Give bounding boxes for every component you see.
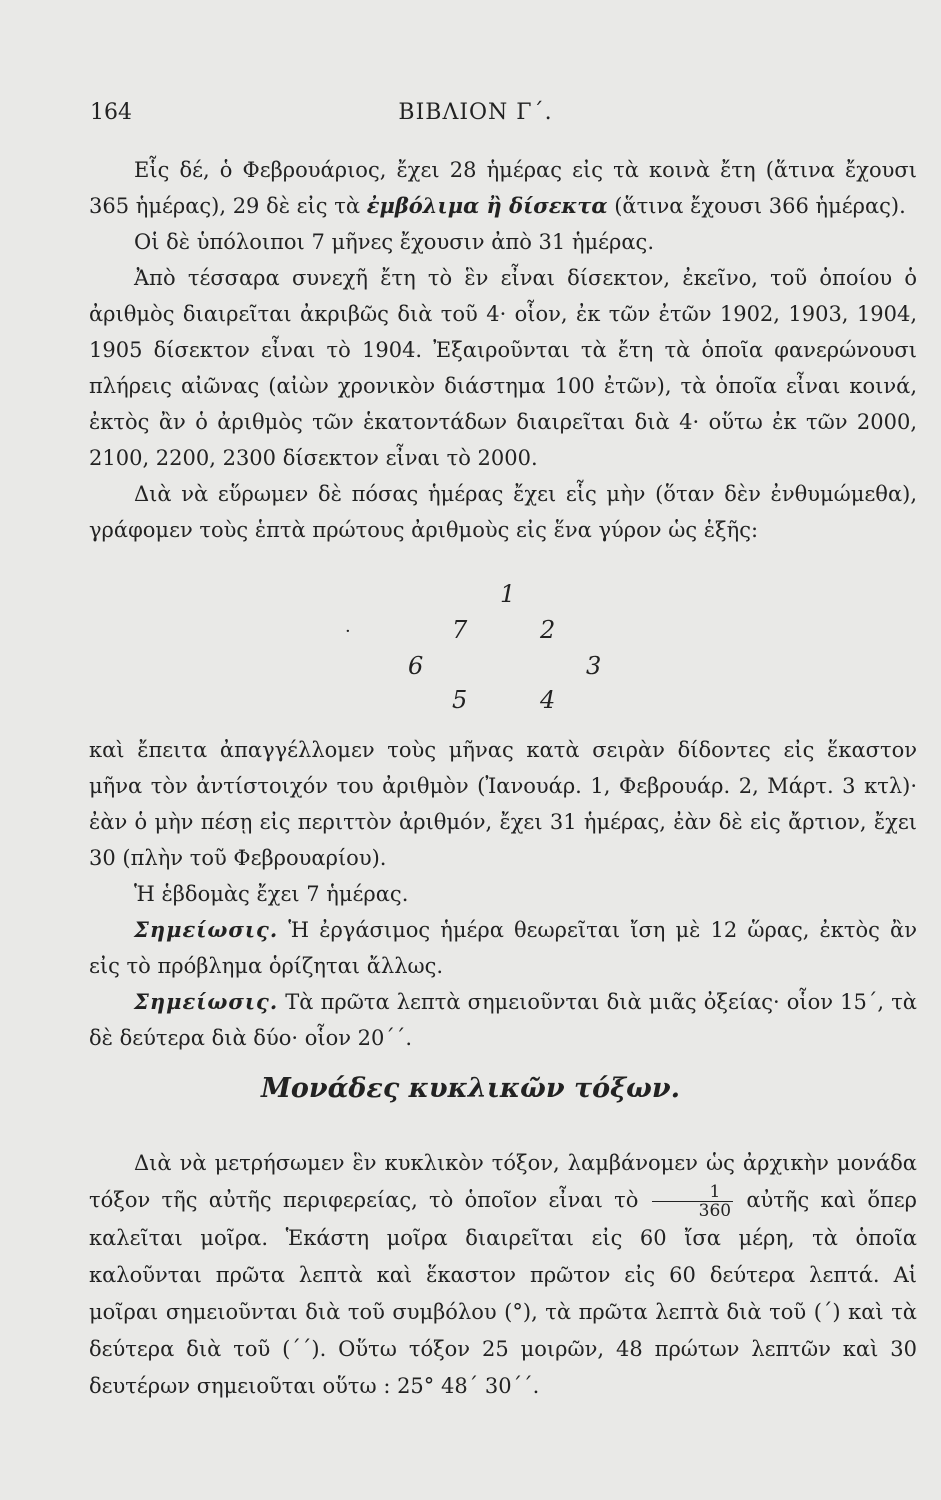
number-circle xyxy=(380,580,620,720)
running-title: ΒΙΒΛΙΟΝ Γ΄. xyxy=(398,100,553,125)
body-text-bottom xyxy=(89,1145,917,1405)
circle-number-6: 6 xyxy=(408,652,424,680)
paragraph-month-counting: καὶ ἔπειτα ἀπαγγέλλομεν τοὺς μῆνας κατὰ σειρὰν δίδοντες εἰς ἕκαστον μῆνα τὸν ἀντίστοιχόν του ἀριθμὸν (Ἰανουάρ. 1, Φεβρουάρ. 2, Μάρτ. 3 κτλ)· ἐὰν ὁ μὴν πέσῃ εἰς περιττὸν ἀριθμόν, ἔχει 31 ἡμέρας, ἐὰν δὲ εἰς ἄρτιον, ἔχει 30 (πλὴν τοῦ Φεβρουαρίου). xyxy=(89,738,917,870)
section-title: Μονάδες κυκλικῶν τόξων. xyxy=(261,1073,680,1104)
circle-number-2: 2 xyxy=(540,616,556,644)
note-label: Σημείωσις. xyxy=(134,917,279,942)
note-working-day: Σημείωσις. Ἡ ἐργάσιμος ἡμέρα θεωρεῖται ἴση μὲ 12 ὥρας, ἐκτὸς ἂν εἰς τὸ πρόβλημα ὁρίζηται ἄλλως. xyxy=(89,917,917,978)
stray-dot: · xyxy=(345,621,351,642)
body-text-top xyxy=(89,152,917,548)
paragraph-leap-rule: Ἀπὸ τέσσαρα συνεχῆ ἔτη τὸ ἓν εἶναι δίσεκτον, ἐκεῖνο, τοῦ ὁποίου ὁ ἀριθμὸς διαιρεῖται ἀκριβῶς διὰ τοῦ 4· οἷον, ἐκ τῶν ἐτῶν 1902, 1903, 1904, 1905 δίσεκτον εἶναι τὸ 1904. Ἐξαιροῦνται τὰ ἔτη τὰ ὁποῖα φανερώνουσι πλήρεις αἰῶνας (αἰὼν χρονικὸν διάστημα 100 ἐτῶν), τὰ ὁποῖα εἶναι κοινά, ἐκτὸς ἂν ὁ ἀριθμὸς τῶν ἑκατοντάδων διαιρεῖται διὰ 4· οὕτω ἐκ τῶν 2000, 2100, 2200, 2300 δίσεκτον εἶναι τὸ 2000. xyxy=(89,266,917,470)
note-minutes-seconds: Σημείωσις. Τὰ πρῶτα λεπτὰ σημειοῦνται διὰ μιᾶς ὀξείας· οἷον 15΄, τὰ δὲ δεύτερα διὰ δύο· οἷον 20΄΄. xyxy=(89,989,917,1050)
page-number: 164 xyxy=(90,100,132,125)
page-header xyxy=(90,100,861,134)
paragraph-month-circle-intro: Διὰ νὰ εὕρωμεν δὲ πόσας ἡμέρας ἔχει εἷς μὴν (ὅταν δὲν ἐνθυμώμεθα), γράφομεν τοὺς ἑπτὰ πρώτους ἀριθμοὺς εἰς ἕνα γύρον ὡς ἑξῆς: xyxy=(89,482,917,542)
paragraph-other-months: Οἱ δὲ ὑπόλοιποι 7 μῆνες ἔχουσιν ἀπὸ 31 ἡμέρας. xyxy=(134,230,654,254)
circle-number-4: 4 xyxy=(540,686,556,714)
fraction-one-360: $\frac{1}{360}$ xyxy=(652,1183,733,1220)
paragraph-arc-units: Διὰ νὰ μετρήσωμεν ἓν κυκλικὸν τόξον, λαμβάνομεν ὡς ἀρχικὴν μονάδα τόξον τῆς αὐτῆς περιφερείας, τὸ ὁποῖον εἶναι τὸ $\frac{1}{360}$ αὐτῆς καὶ ὅπερ καλεῖται μοῖρα. Ἑκάστη μοῖρα διαιρεῖται εἰς 60 ἴσα μέρη, τὰ ὁποῖα καλοῦνται πρῶτα λεπτὰ καὶ ἕκαστον πρῶτον εἰς 60 δεύτερα λεπτά. Αἱ μοῖραι σημειοῦνται διὰ τοῦ συμβόλου (°), τὰ πρῶτα λεπτὰ διὰ τοῦ (΄) καὶ τὰ δεύτερα διὰ τοῦ (΄΄). Οὕτω τόξον 25 μοιρῶν, 48 πρώτων λεπτῶν καὶ 30 δευτέρων σημειοῦται οὕτω : 25° 48΄ 30΄΄. xyxy=(89,1151,917,1398)
body-text-middle xyxy=(89,732,917,1056)
circle-number-5: 5 xyxy=(452,686,468,714)
note-label: Σημείωσις. xyxy=(134,989,279,1014)
circle-number-3: 3 xyxy=(586,652,602,680)
circle-number-7: 7 xyxy=(452,616,468,644)
emphasis-leap-years: ἐμβόλιμα ἢ δίσεκτα xyxy=(366,193,608,218)
circle-number-1: 1 xyxy=(500,580,516,608)
paragraph-week: Ἡ ἑβδομὰς ἔχει 7 ἡμέρας. xyxy=(134,882,409,906)
paragraph-february: Εἷς δέ, ὁ Φεβρουάριος, ἔχει 28 ἡμέρας εἰς τὰ κοινὰ ἔτη (ἅτινα ἔχουσι 365 ἡμέρας), 29 δὲ εἰς τὰ ἐμβόλιμα ἢ δίσεκτα (ἅτινα ἔχουσι 366 ἡμέρας). xyxy=(89,158,917,218)
